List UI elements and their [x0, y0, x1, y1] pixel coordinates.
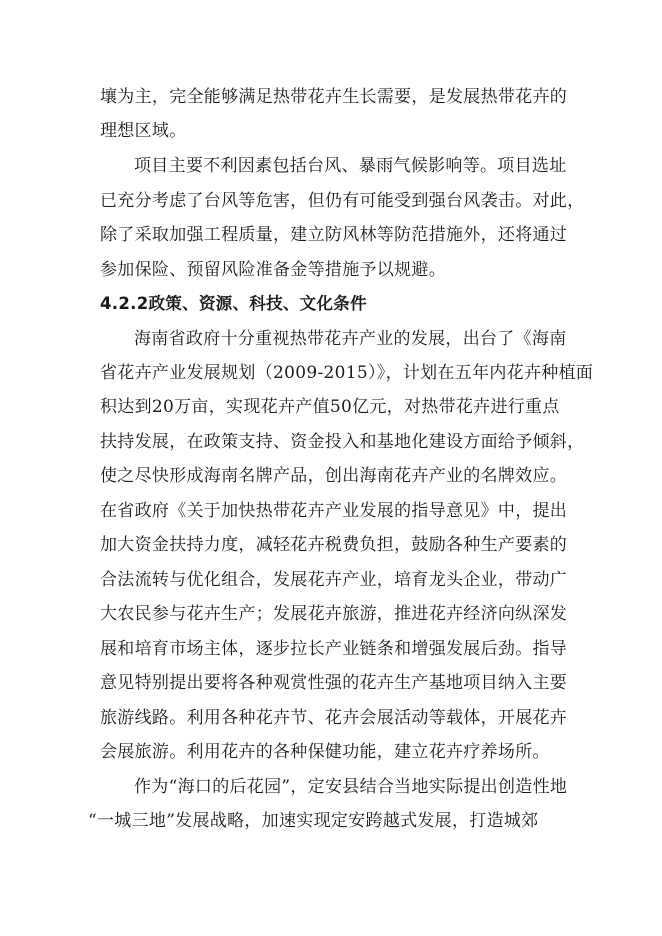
text-line: 理想区域。 [100, 121, 187, 141]
text-line: 扶持发展，在政策支持、资金投入和基地化建设方面给予倾斜， [100, 432, 585, 452]
text-line: 使之尽快形成海南名牌产品，创出海南花卉产业的名牌效应。 [100, 466, 568, 486]
text-line: 合法流转与优化组合，发展花卉产业，培育龙头企业，带动广 [100, 570, 568, 590]
text-line: 积达到20万亩，实现花卉产值50亿元，对热带花卉进行重点 [100, 397, 560, 417]
text-line: 意见特别提出要将各种观赏性强的花卉生产基地项目纳入主要 [100, 673, 568, 693]
text-line: 壤为主，完全能够满足热带花卉生长需要，是发展热带花卉的 [100, 87, 568, 107]
text-line: 在省政府《关于加快热带花卉产业发展的指导意见》中，提出 [100, 501, 568, 521]
text-line: 省花卉产业发展规划（2009-2015）》，计划在五年内花卉种植面 [100, 363, 594, 383]
paragraph-start: 作为“海口的后花园”，定安县结合当地实际提出创造性地 [134, 777, 568, 797]
text-line: 大农民参与花卉生产；发展花卉旅游，推进花卉经济向纵深发 [100, 604, 568, 624]
text-line: 已充分考虑了台风等危害，但仍有可能受到强台风袭击。对此， [100, 191, 585, 211]
paragraph-start: 项目主要不利因素包括台风、暴雨气候影响等。项目选址 [134, 156, 567, 176]
text-line: 展和培育市场主体，逐步拉长产业链条和增强发展后劲。指导 [100, 639, 568, 659]
text-line: 除了采取加强工程质量，建立防风林等防范措施外，还将通过 [100, 225, 568, 245]
text-line: 会展旅游。利用花卉的各种保健功能，建立花卉疗养场所。 [100, 742, 550, 762]
section-heading: 4.2.2政策、资源、科技、文化条件 [100, 294, 367, 313]
text-line: 加大资金扶持力度，减轻花卉税费负担，鼓励各种生产要素的 [100, 535, 568, 555]
text-line: 旅游线路。利用各种花卉节、花卉会展活动等载体，开展花卉 [100, 708, 568, 728]
paragraph-start: 海南省政府十分重视热带花卉产业的发展，出台了《海南 [134, 329, 567, 349]
text-line: 参加保险、预留风险准备金等措施予以规避。 [100, 260, 446, 280]
text-line: “一城三地”发展战略，加速实现定安跨越式发展，打造城郊 [88, 811, 539, 831]
